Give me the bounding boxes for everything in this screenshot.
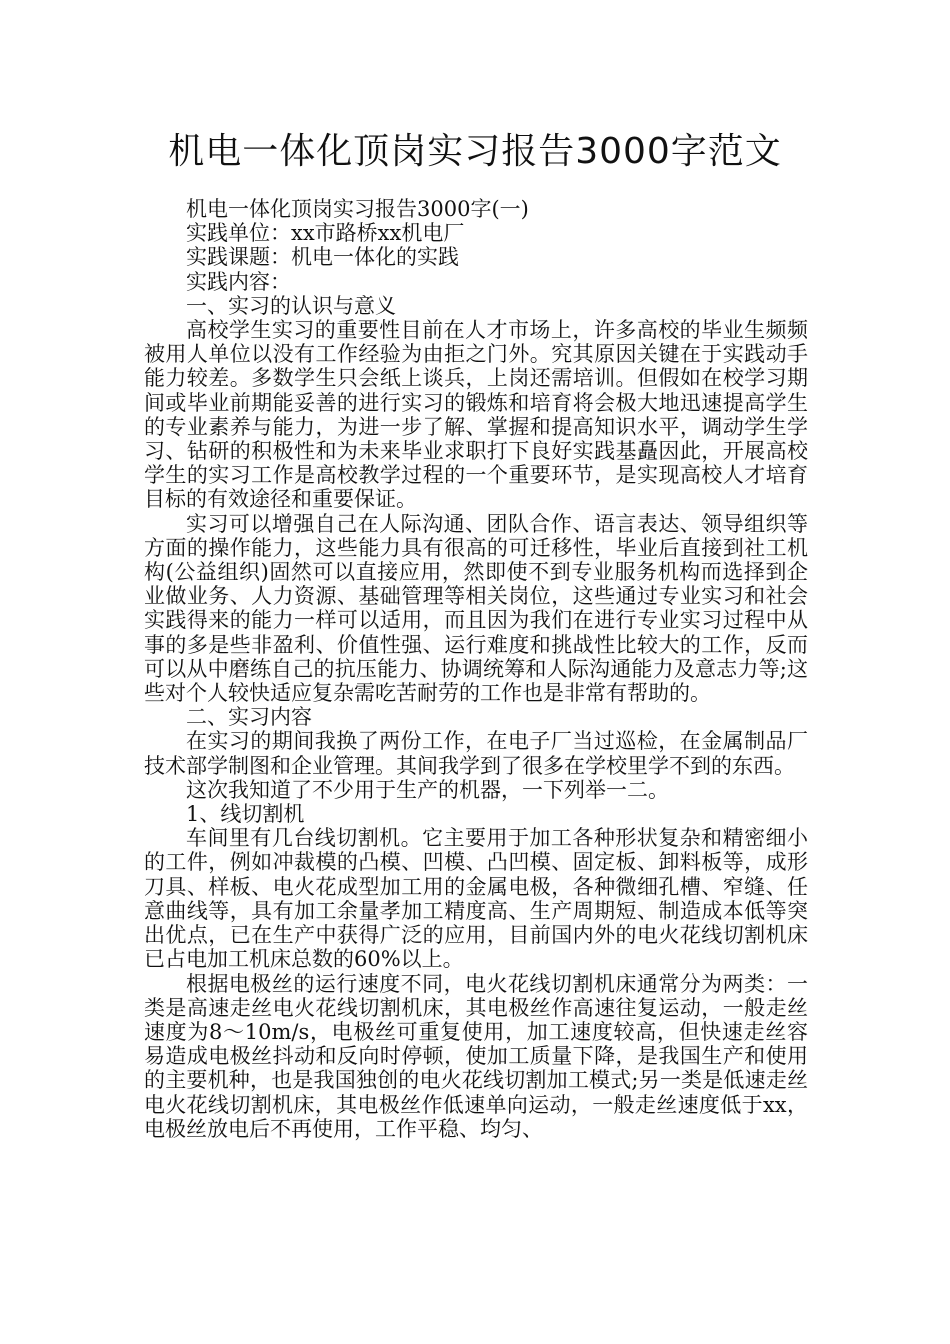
heading-report-one: 机电一体化顶岗实习报告3000字(一)	[186, 197, 529, 221]
page-title: 机电一体化顶岗实习报告3000字范文	[168, 131, 782, 172]
subheading-wire-cutting: 1、线切割机	[186, 802, 305, 827]
practice-unit-line: 实践单位：xx市路桥xx机电厂	[186, 221, 465, 246]
document-body	[144, 197, 808, 1141]
section-heading-understanding: 一、实习的认识与意义	[186, 293, 396, 318]
section-heading-content: 二、实习内容	[186, 705, 312, 730]
paragraph-abilities: 实习可以增强自己在人际沟通、团队合作、语言表达、领导组织等方面的操作能力，这些能力具有很高的可迁移性，毕业后直接到社工机构(公益组织)固然可以直接应用，然即使不到专业服务机构而选择到企业做业务、人力资源、基础管理等相关岗位，这些通过专业实习和社会实践得来的能力一样可以适用，而且因为我们在进行专业实习过程中从事的多是些非盈利、价值性强、运行难度和挑战性比较大的工作，反而可以从中磨练自己的抗压能力、协调统筹和人际沟通能力及意志力等;这些对个人较快适应复杂需吃苦耐劳的工作也是非常有帮助的。	[144, 511, 808, 706]
practice-content-line: 实践内容：	[186, 269, 291, 294]
paragraph-wire-speed: 根据电极丝的运行速度不同，电火花线切割机床通常分为两类：一类是高速走丝电火花线切割机床，其电极丝作高速往复运动，一般走丝速度为8～10m/s，电极丝可重复使用，加工速度较高，但快速走丝容易造成电极丝抖动和反向时停顿，使加工质量下降，是我国生产和使用的主要机种，也是我国独创的电火花线切割加工模式;另一类是低速走丝电火花线切割机床，其电极丝作低速单向运动，一般走丝速度低于xx，电极丝放电后不再使用，工作平稳、均匀、	[144, 971, 808, 1141]
paragraph-machines-intro: 这次我知道了不少用于生产的机器，一下列举一二。	[186, 777, 669, 802]
paragraph-jobs: 在实习的期间我换了两份工作，在电子厂当过巡检，在金属制品厂技术部学制图和企业管理。其间我学到了很多在学校里学不到的东西。	[144, 729, 808, 778]
paragraph-importance: 高校学生实习的重要性目前在人才市场上，许多高校的毕业生频频被用人单位以没有工作经验为由拒之门外。究其原因关键在于实践动手能力较差。多数学生只会纸上谈兵，上岗还需培训。但假如在校学习期间或毕业前期能妥善的进行实习的锻炼和培育将会极大地迅速提高学生的专业素养与能力，为进一步了解、掌握和提高知识水平，调动学生学习、钻研的积极性和为未来毕业求职打下良好实践基矗因此，开展高校学生的实习工作是高校教学过程的一个重要环节，是实现高校人才培育目标的有效途径和重要保证。	[144, 318, 808, 512]
practice-topic-line: 实践课题：机电一体化的实践	[186, 245, 459, 270]
paragraph-wire-cutting: 车间里有几台线切割机。它主要用于加工各种形状复杂和精密细小的工件，例如冲裁模的凸模、凹模、凸凹模、固定板、卸料板等，成形刀具、样板、电火花成型加工用的金属电极，各种微细孔槽、窄缝、任意曲线等，具有加工余量孝加工精度高、生产周期短、制造成本低等突出优点，已在生产中获得广泛的应用，目前国内外的电火花线切割机床已占电加工机床总数的60%以上。	[144, 826, 808, 972]
